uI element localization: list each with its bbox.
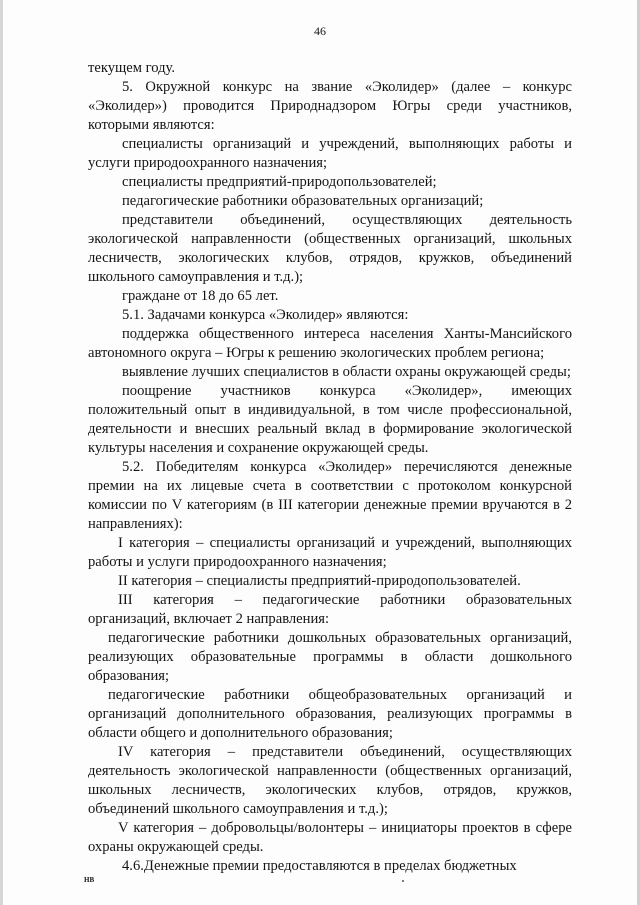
paragraph: III категория – педагогические работники образовательных организаций, включает 2 направления: (88, 592, 572, 627)
paragraph: выявление лучших специалистов в области охраны окружающей среды; (122, 364, 571, 380)
paragraph: текущем году. (88, 60, 176, 76)
paragraph: V категория – добровольцы/волонтеры – инициаторы проектов в сфере охраны окружающей среды. (88, 820, 572, 855)
paragraph: IV категория – представители объединений, осуществляющих деятельность экологической направленности (общественных организаций, школьных лесничеств, экологических клубов, отрядов, кружков, объединений школьного самоуправления и т.д.); (88, 744, 572, 817)
paragraph: педагогические работники дошкольных образовательных организаций, реализующих образовательные программы в области дошкольного образования; (88, 630, 572, 684)
footer-mark: НВ (84, 876, 95, 884)
paragraph: 5.2. Победителям конкурса «Эколидер» перечисляются денежные премии на их лицевые счета в соответствии с протоколом конкурсной комиссии по V категориям (в III категории денежные премии вручаются в 2 направлениях): (88, 459, 572, 532)
paragraph: поощрение участников конкурса «Эколидер», имеющих положительный опыт в индивидуальной, в том числе профессиональной, деятельности и внесших реальный вклад в формирование экологической культуры населения и сохранение окружающей среды. (88, 383, 572, 456)
paragraph: 4.6.Денежные премии предоставляются в пределах бюджетных (122, 858, 517, 874)
paragraph: 5.1. Задачами конкурса «Эколидер» являются: (122, 307, 409, 323)
scan-speck (402, 880, 404, 882)
paragraph: представители объединений, осуществляющих деятельность экологической направленности (общественных организаций, школьных лесничеств, экологических клубов, отрядов, кружков, объединений школьного самоуправления и т.д.); (88, 212, 572, 285)
paragraph: педагогические работники образовательных организаций; (122, 193, 484, 209)
paragraph: специалисты организаций и учреждений, выполняющих работы и услуги природоохранного назначения; (88, 136, 572, 171)
page-edge-left (0, 0, 3, 905)
paragraph: специалисты предприятий-природопользователей; (122, 174, 437, 190)
page-number: 46 (314, 24, 326, 38)
paragraph: I категория – специалисты организаций и учреждений, выполняющих работы и услуги природоохранного назначения; (88, 535, 572, 570)
paragraph: граждане от 18 до 65 лет. (122, 288, 279, 304)
document-body (88, 59, 572, 876)
paragraph: II категория – специалисты предприятий-природопользователей. (118, 573, 521, 589)
paragraph: поддержка общественного интереса населения Ханты-Мансийского автономного округа – Югры к решению экологических проблем региона; (88, 326, 572, 361)
paragraph: 5. Окружной конкурс на звание «Эколидер» (далее – конкурс «Эколидер») проводится Природнадзором Югры среди участников, которыми являются: (88, 79, 572, 133)
paragraph: педагогические работники общеобразовательных организаций и организаций дополнительного образования, реализующих программы в области общего и дополнительного образования; (88, 687, 572, 741)
